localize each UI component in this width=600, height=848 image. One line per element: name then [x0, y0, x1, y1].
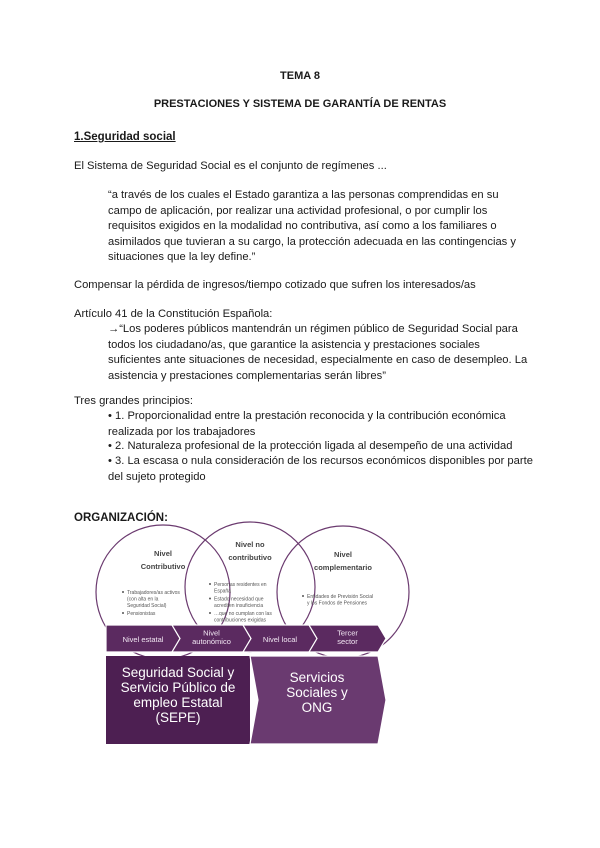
level-circle-item: Pensionistas — [127, 611, 156, 617]
intro-paragraph: El Sistema de Seguridad Social es el conjunto de regímenes ... — [74, 160, 387, 172]
level-arrow-label: Nivel autonómico — [192, 628, 231, 646]
compensar-paragraph: Compensar la pérdida de ingresos/tiempo cotizado que sufren los interesados/as — [74, 279, 476, 291]
level-circle-title: Nivel no contributivo — [228, 540, 272, 562]
level-circle-item: Trabajadores/as activos (con alta en la Seguridad Social) — [127, 590, 180, 609]
box-sepe-label: Seguridad Social y Servicio Público de empleo Estatal (SEPE) — [120, 665, 236, 725]
principios-label: Tres grandes principios: — [74, 395, 193, 407]
bullet-dot — [209, 598, 211, 600]
level-arrow-label: Tercer sector — [337, 628, 358, 646]
tema-label: TEMA 8 — [280, 70, 320, 82]
bullet-dot — [209, 612, 211, 614]
level-arrow-label: Nivel estatal — [122, 635, 164, 644]
level-circle-item: Entidades de Previsión Social y los Fondos de Pensiones — [307, 594, 374, 607]
box-servicios-label: Servicios Sociales y ONG — [286, 670, 348, 715]
level-circle-item: …que no cumplan con las contribuciones exigidas — [214, 611, 272, 624]
articulo-label: Artículo 41 de la Constitución Española: — [74, 308, 273, 320]
organizacion-heading: ORGANIZACIÓN: — [74, 512, 168, 524]
principio-item-2: • 2. Naturaleza profesional de la protección ligada al desempeño de una actividad — [108, 440, 513, 452]
level-circle-title: Nivel complementario — [314, 550, 372, 572]
bullet-dot — [122, 612, 124, 614]
level-circle-item: Personas residentes en España — [214, 582, 267, 595]
principio-item-1: • 1. Proporcionalidad entre la prestación reconocida y la contribución económica realizada por los trabajadores — [108, 410, 506, 438]
section-heading-seguridad-social: 1.Seguridad social — [74, 131, 176, 143]
bullet-dot — [122, 591, 124, 593]
bullet-dot — [209, 583, 211, 585]
document-title: PRESTACIONES Y SISTEMA DE GARANTÍA DE RENTAS — [153, 98, 447, 110]
level-arrow-label: Nivel local — [262, 635, 298, 644]
principio-item-3: • 3. La escasa o nula consideración de los recursos económicos disponibles por parte del sujeto protegido — [108, 455, 533, 483]
level-circle-item: Estado necesidad que acrediten insuficiencia — [214, 596, 264, 609]
bullet-dot — [302, 595, 304, 597]
level-circle-title: Nivel Contributivo — [140, 549, 186, 571]
quote-definition: “a través de los cuales el Estado garantiza a las personas comprendidas en su campo de aplicación, por realizar una actividad profesional, o por cumplir los requisitos exigidos en la modalidad no contributiva, así como a los familiares o asimilados que tuvieran a su cargo, la protección adecuada en las contingencias y situaciones que la ley define.” — [108, 189, 516, 263]
articulo-quote: →“Los poderes públicos mantendrán un régimen público de Seguridad Social para todos los ciudadano/as, que garantice la asistencia y prestaciones sociales suficientes ante situaciones de necesidad, especialmente en caso de desempleo. La asistencia y prestaciones complementarias serán libres” — [108, 323, 528, 382]
